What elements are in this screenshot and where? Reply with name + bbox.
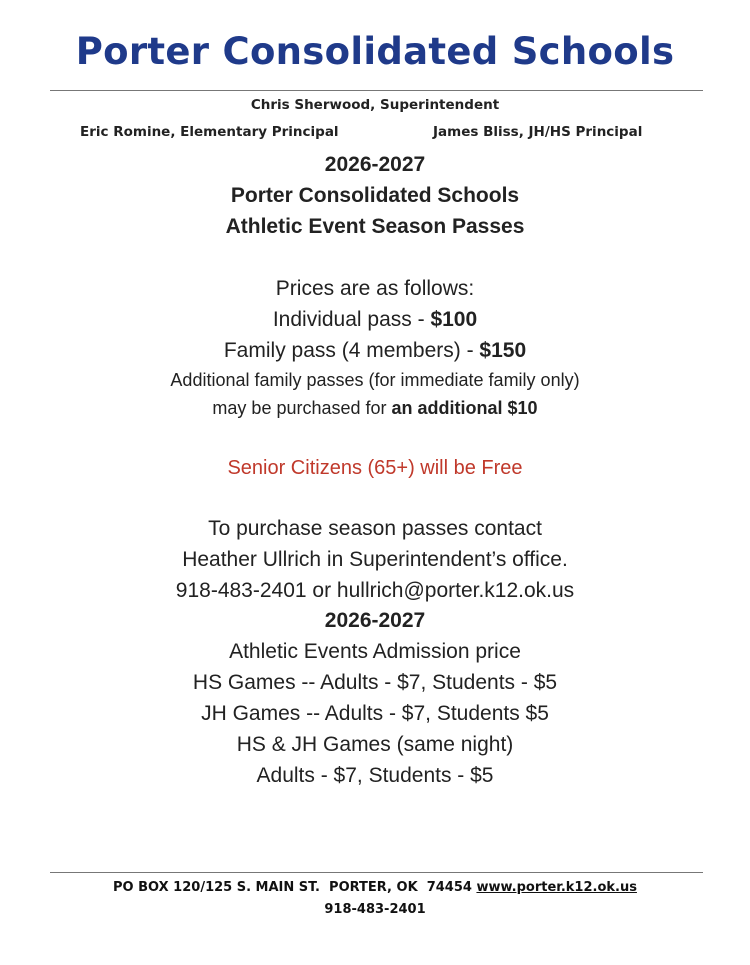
footer-website-link[interactable]: www.porter.k12.ok.us [476, 880, 637, 895]
family-pass-label: Family pass (4 members) - [223, 339, 480, 362]
footer-address-line [0, 880, 750, 895]
admission-section [0, 605, 750, 791]
hs-games-price: HS Games -- Adults - $7, Students - $5 [192, 671, 558, 694]
jhhs-principal-name: James Bliss, JH/HS Principal [433, 124, 643, 140]
contact-line-2: Heather Ullrich in Superintendent’s office. [182, 548, 568, 571]
contact-line-1: To purchase season passes contact [208, 517, 542, 540]
season-year: 2026-2027 [324, 153, 426, 176]
individual-pass-price: $100 [430, 308, 478, 331]
jh-games-price: JH Games -- Adults - $7, Students $5 [201, 702, 549, 725]
footer-phone: 918-483-2401 [324, 902, 426, 917]
senior-citizens-note: Senior Citizens (65+) will be Free [227, 457, 523, 479]
header-divider [50, 90, 703, 91]
footer-divider [50, 872, 703, 873]
additional-pass-line-2 [0, 394, 750, 422]
elementary-principal-name: Eric Romine, Elementary Principal [80, 124, 339, 140]
individual-pass-label: Individual pass - [272, 308, 431, 331]
admission-title: Athletic Events Admission price [229, 640, 521, 663]
admission-year: 2026-2027 [324, 609, 426, 632]
season-pass-heading [0, 150, 750, 242]
combined-games-label: HS & JH Games (same night) [236, 733, 514, 756]
season-pass-title: Athletic Event Season Passes [225, 215, 525, 238]
additional-pass-amount: an additional $10 [391, 398, 538, 418]
contact-section [0, 513, 750, 606]
pricing-section [0, 273, 750, 422]
contact-line-3: 918-483-2401 or hullrich@porter.k12.ok.us [175, 579, 575, 602]
family-pass-line [0, 335, 750, 366]
prices-intro: Prices are as follows: [275, 277, 475, 300]
superintendent-name: Chris Sherwood, Superintendent [250, 97, 500, 113]
season-school-name: Porter Consolidated Schools [230, 184, 520, 207]
family-pass-price: $150 [479, 339, 527, 362]
footer-address: PO BOX 120/125 S. MAIN ST. PORTER, OK 74454 [113, 880, 477, 895]
additional-pass-line-1: Additional family passes (for immediate family only) [170, 370, 580, 390]
combined-games-price: Adults - $7, Students - $5 [256, 764, 494, 787]
additional-pass-prefix: may be purchased for [212, 398, 392, 418]
individual-pass-line [0, 304, 750, 335]
letterhead-title: Porter Consolidated Schools [75, 30, 675, 73]
